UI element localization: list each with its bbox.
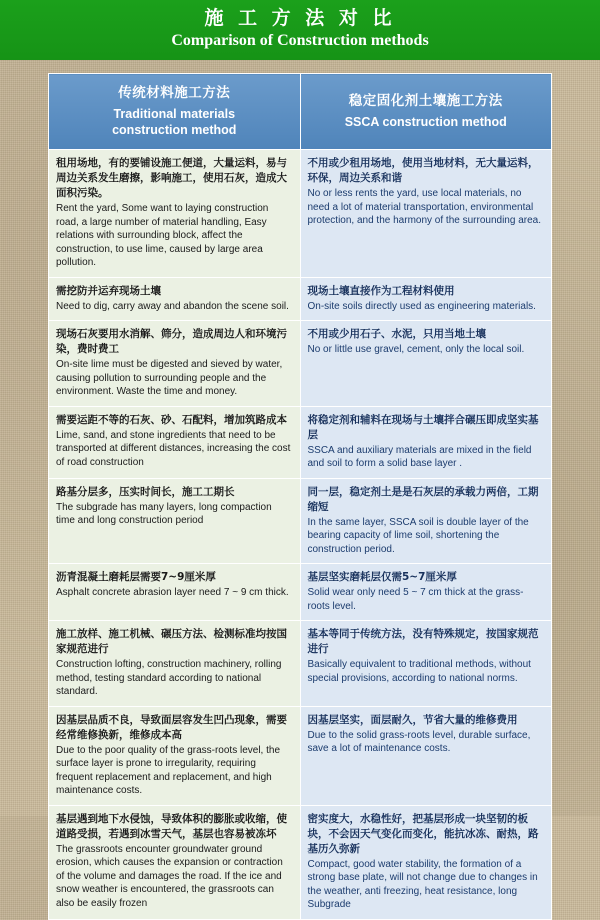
cell-traditional	[49, 706, 301, 805]
header-title-cn: 施 工 方 法 对 比	[204, 7, 396, 29]
cell-traditional	[49, 321, 301, 407]
cell-text-cn: 不用或少租用场地，使用当地材料，无大量运料，环保，周边关系和谐	[307, 157, 539, 184]
cell-text-cn: 基层遇到地下水侵蚀，导致体积的膨胀或收缩，使道路受损，若遇到冰雪天气，基层也容易被冻坏	[56, 812, 287, 840]
table-row	[49, 564, 552, 621]
cell-text-cn: 需挖防并运弃现场土壤	[56, 284, 161, 297]
cell-ssca	[300, 805, 552, 919]
cell-traditional	[49, 150, 301, 278]
cell-traditional	[49, 406, 301, 478]
table-row	[49, 277, 552, 321]
cell-traditional	[49, 277, 301, 321]
cell-text-cn: 基本等同于传统方法，没有特殊规定，按国家规范进行	[307, 628, 539, 655]
cell-text-en: Compact, good water stability, the formation of a strong base plate, will not change due to changes in the weather, anti freezing, heat resistance, long Subgrade	[307, 858, 538, 910]
cell-text-cn: 不用或少用石子、水泥，只用当地土壤	[307, 328, 486, 340]
cell-traditional	[49, 805, 301, 919]
comparison-table-container	[0, 60, 600, 920]
column-header-ssca-cn: 稳定固化剂土壤施工方法	[348, 93, 503, 109]
cell-text-cn: 现场石灰要用水消解、筛分，造成周边人和环境污染，费时费工	[56, 328, 287, 355]
cell-ssca	[300, 277, 552, 321]
cell-traditional	[49, 621, 301, 707]
comparison-table	[48, 73, 552, 920]
cell-text-cn: 因基层坚实，面层耐久，节省大量的维修费用	[307, 713, 518, 726]
cell-text-cn: 需要运距不等的石灰、砂、石配料，增加筑路成本	[56, 413, 287, 426]
table-head	[49, 74, 552, 150]
cell-ssca	[300, 564, 552, 621]
table-row	[49, 406, 552, 478]
cell-text-en: On-site soils directly used as engineering materials.	[307, 300, 536, 312]
cell-text-en: Basically equivalent to traditional methods, without special provisions, according to national norms.	[307, 659, 531, 684]
cell-text-en: Due to the poor quality of the grass-roots level, the surface layer is prone to irregularity, requiring frequent replacement and replacement, and high maintenance costs.	[56, 744, 281, 796]
cell-text-cn: 路基分层多，压实时间长，施工工期长	[56, 485, 235, 498]
cell-text-en: Construction lofting, construction machinery, rolling method, testing standard according to national standard.	[56, 659, 282, 697]
cell-text-en: In the same layer, SSCA soil is double layer of the bearing capacity of lime soil, shortening the construction period.	[307, 516, 529, 555]
cell-text-en: No or less rents the yard, use local materials, no need a lot of material transportation, environmental protection, and the harmony of the surrounding area.	[307, 188, 541, 226]
column-header-ssca	[300, 74, 552, 150]
table-header-row	[49, 74, 552, 150]
cell-text-en: The grassroots encounter groundwater ground erosion, which causes the expansion or contraction of the volume and damages the road. If the ice and snow weather is encountered, the grassroots can also be easily frozen	[56, 843, 283, 909]
header-title-en: Comparison of Construction methods	[171, 32, 429, 49]
cell-text-cn: 施工放样、施工机械、碾压方法、检测标准均按国家规范进行	[56, 628, 287, 655]
cell-text-en: The subgrade has many layers, long compaction time and long construction period	[56, 501, 272, 526]
column-header-ssca-en: SSCA construction method	[344, 115, 507, 129]
table-row	[49, 621, 552, 707]
cell-text-en: Need to dig, carry away and abandon the scene soil.	[56, 300, 289, 312]
cell-text-en: SSCA and auxiliary materials are mixed in the field and soil to form a solid base layer .	[307, 444, 532, 469]
table-row	[49, 150, 552, 278]
cell-ssca	[300, 706, 552, 805]
column-header-traditional-en-line2: construction method	[112, 123, 237, 137]
cell-text-cn: 现场土壤直接作为工程材料使用	[307, 284, 455, 297]
cell-ssca	[300, 478, 552, 564]
cell-text-cn: 将稳定剂和辅料在现场与土壤拌合碾压即成坚实基层	[307, 413, 539, 441]
cell-traditional	[49, 564, 301, 621]
table-body	[49, 150, 552, 920]
cell-text-en: Asphalt concrete abrasion layer need 7 ~ 9 cm thick.	[56, 587, 289, 598]
cell-text-en: No or little use gravel, cement, only the local soil.	[307, 344, 525, 355]
column-header-traditional	[49, 74, 301, 150]
cell-ssca	[300, 321, 552, 407]
cell-text-cn: 沥青混凝土磨耗层需要7~9厘米厚	[56, 571, 216, 583]
cell-text-en: Solid wear only need 5 ~ 7 cm thick at the grass-roots level.	[307, 587, 524, 612]
cell-text-cn: 同一层，稳定剂土是是石灰层的承载力两倍，工期缩短	[307, 485, 539, 513]
cell-text-en: Due to the solid grass-roots level, durable surface, save a lot of maintenance costs.	[307, 729, 531, 754]
table-row	[49, 805, 552, 919]
cell-text-en: Lime, sand, and stone ingredients that need to be transported at different distances, increasing the cost of road construction	[56, 429, 291, 468]
cell-ssca	[300, 406, 552, 478]
cell-ssca	[300, 621, 552, 707]
cell-traditional	[49, 478, 301, 564]
table-row	[49, 321, 552, 407]
cell-text-cn: 密实度大，水稳性好，把基层形成一块坚韧的板块，不会因天气变化而变化，能抗冰冻、耐热，路基历久弥新	[307, 812, 539, 855]
page-header	[0, 0, 600, 60]
cell-text-cn: 租用场地，有的要铺设施工便道，大量运料，易与周边关系发生磨擦，影响施工，使用石灰，造成大面积污染。	[56, 157, 287, 199]
cell-text-cn: 基层坚实磨耗层仅需5~7厘米厚	[307, 571, 457, 583]
table-row	[49, 706, 552, 805]
cell-ssca	[300, 150, 552, 278]
column-header-traditional-en-line1: Traditional materials	[113, 107, 236, 121]
column-header-traditional-cn: 传统材料施工方法	[118, 85, 231, 101]
cell-text-en: Rent the yard, Some want to laying construction road, a large number of material handling, Easy relations with surrounding block, affect the construction, to use lime, caused by large area pollution.	[56, 203, 269, 268]
cell-text-en: On-site lime must be digested and sieved by water, causing pollution to surrounding people and the environment. Waste the time and money.	[56, 359, 283, 397]
cell-text-cn: 因基层品质不良，导致面层容发生凹凸现象，需要经常维修换新，维修成本高	[56, 713, 287, 741]
table-row	[49, 478, 552, 564]
